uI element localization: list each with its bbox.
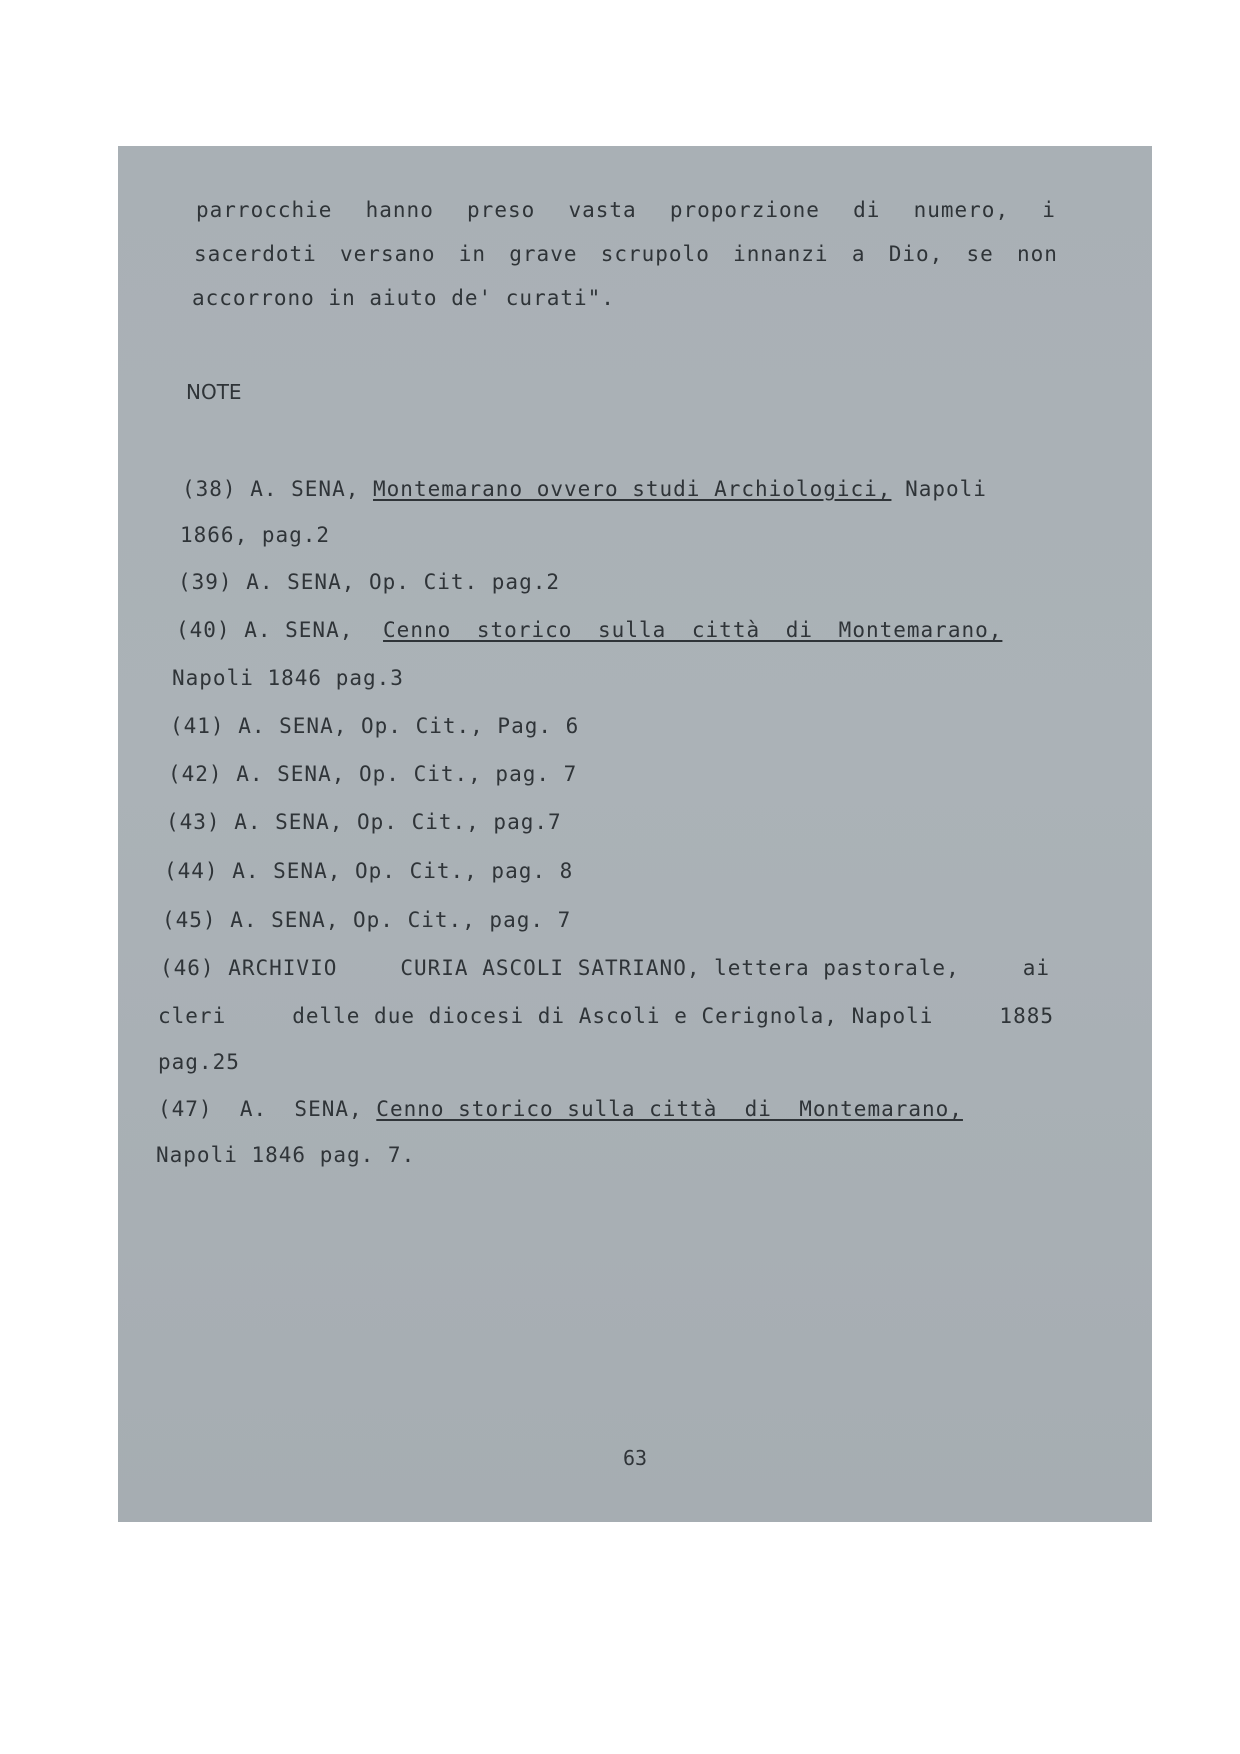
footnote-42: (42) A. SENA, Op. Cit., pag. 7 <box>168 762 578 786</box>
paragraph-line-3: accorrono in aiuto de' curati". <box>192 286 615 310</box>
footnote-43: (43) A. SENA, Op. Cit., pag.7 <box>166 810 562 834</box>
footnote-41: (41) A. SENA, Op. Cit., Pag. 6 <box>170 714 580 738</box>
page-number: 63 <box>622 1446 648 1470</box>
footnote-46-segment: 1885 <box>999 1004 1054 1028</box>
footnote-46-line-2 <box>158 1004 1054 1028</box>
word: a <box>851 242 866 266</box>
footnote-38-line-1 <box>182 477 987 501</box>
word: parrocchie <box>196 198 333 222</box>
footnote-47-line-1 <box>158 1097 963 1121</box>
footnote-47-prefix: (47) A. SENA, <box>158 1097 377 1121</box>
footnote-40-prefix: (40) A. SENA, <box>176 618 354 642</box>
word: se <box>966 242 994 266</box>
footnote-46-segment: cleri <box>158 1004 227 1028</box>
document-sheet <box>118 146 1152 1522</box>
word: Dio, <box>888 242 944 266</box>
word: di <box>853 198 881 222</box>
footnote-46-line-1 <box>160 956 1050 980</box>
word: scrupolo <box>600 242 710 266</box>
footnote-38-line-2: 1866, pag.2 <box>180 523 331 547</box>
word: versano <box>340 242 436 266</box>
footnote-38-title: Montemarano ovvero studi Archiologici, <box>373 477 892 501</box>
footnote-44: (44) A. SENA, Op. Cit., pag. 8 <box>164 859 574 883</box>
notes-heading: NOTE <box>186 380 242 404</box>
word: vasta <box>568 198 637 222</box>
footnote-46-segment: CURIA ASCOLI SATRIANO, lettera pastorale, <box>400 956 960 980</box>
word: grave <box>509 242 578 266</box>
paragraph-line-2 <box>194 242 1058 266</box>
word: non <box>1017 242 1058 266</box>
word: preso <box>467 198 536 222</box>
word: hanno <box>365 198 434 222</box>
word: innanzi <box>733 242 829 266</box>
footnote-38-suffix: Napoli <box>891 477 987 501</box>
word: sacerdoti <box>194 242 317 266</box>
scanned-page-photo <box>118 146 1152 1522</box>
word: in <box>458 242 487 266</box>
word: i <box>1042 198 1056 222</box>
footnote-46-line-3: pag.25 <box>158 1050 240 1074</box>
footnote-40-title: Cenno storico sulla città di Montemarano, <box>383 618 1003 642</box>
word: numero, <box>913 198 1010 222</box>
footnote-47-line-2: Napoli 1846 pag. 7. <box>156 1143 416 1167</box>
word: proporzione <box>669 198 820 222</box>
footnote-38-prefix: (38) A. SENA, <box>182 477 374 501</box>
footnote-47-title: Cenno storico sulla città di Montemarano, <box>376 1097 963 1121</box>
footnote-45: (45) A. SENA, Op. Cit., pag. 7 <box>162 908 572 932</box>
footnote-39: (39) A. SENA, Op. Cit. pag.2 <box>178 570 561 594</box>
footnote-46-segment: ai <box>1022 956 1050 980</box>
footnote-46-segment: (46) ARCHIVIO <box>160 956 338 980</box>
footnote-40-line-2: Napoli 1846 pag.3 <box>172 666 404 690</box>
paragraph-line-1 <box>196 198 1056 222</box>
footnote-46-segment: delle due diocesi di Ascoli e Cerignola, Napoli <box>292 1004 934 1028</box>
footnote-40-line-1 <box>176 618 1002 642</box>
